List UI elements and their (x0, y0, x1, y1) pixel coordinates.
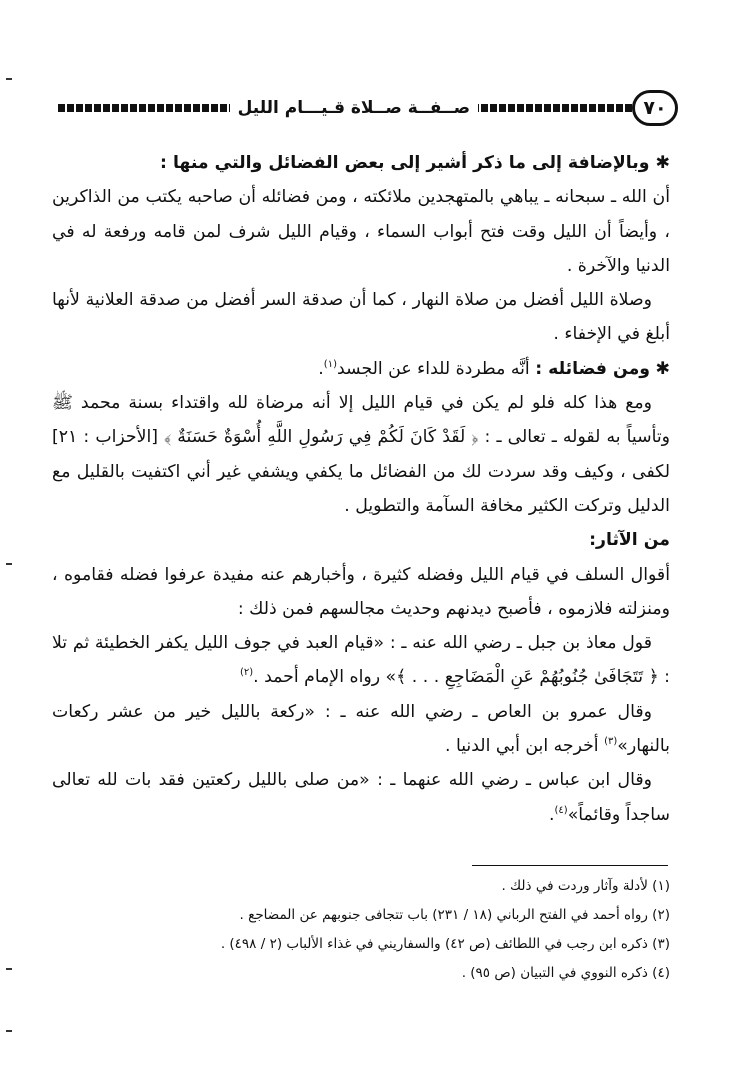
footnote-2: (٢) رواه أحمد في الفتح الرباني (١٨ / ٢٣١) باب تتجافى جنوبهم عن المضاجع . (239, 907, 670, 923)
virtue-line (52, 352, 670, 386)
paragraph-3: ومع هذا كله فلو لم يكن في قيام الليل إلا أنه مرضاة لله واقتداء بسنة محمد ﷺ وتأسياً به لقوله ـ تعالى ـ : ﴿ لَقَدْ كَانَ لَكُمْ فِي رَسُولِ اللَّهِ أُسْوَةٌ حَسَنَةٌ ﴾ [الأحزاب : ٢١] لكفى ، وكيف وقد سردت لك من الفضائل ما يكفي ويشفي غير أني اكتفيت بالقليل مع الدليل وتركت الكثير مخافة السآمة والتطويل . (52, 393, 670, 516)
page-number: ٧٠ (632, 90, 678, 126)
footnote-ref: (١) (323, 359, 337, 371)
paragraph-6-text: وقال عمرو بن العاص ـ رضي الله عنه ـ : «ركعة بالليل خير من عشر ركعات بالنهار» (52, 701, 670, 757)
paragraph-6-source: أخرجه ابن أبي الدنيا . (444, 736, 605, 757)
intro-heading (52, 146, 670, 180)
paragraph-7-end: . (549, 804, 555, 825)
page-header (58, 90, 678, 132)
paragraph-1: أن الله ـ سبحانه ـ يباهي بالمتهجدين ملائكته ، ومن فضائله أن صاحبه يكتب من الذاكرين ، وأيضاً أن الليل وقت فتح أبواب السماء ، وقيام الليل شرف لمن قامه ورفعة له في الدنيا والآخرة . (52, 187, 670, 276)
star-bullet-icon: ✱ (655, 358, 670, 379)
footnote-separator (472, 865, 668, 866)
paragraph-7 (52, 763, 670, 832)
virtue-label: ومن فضائله : (535, 358, 651, 379)
paragraph-7-text: وقال ابن عباس ـ رضي الله عنهما ـ : «من صلى بالليل ركعتين فقد بات لله تعالى ساجداً وقائماً» (52, 770, 670, 825)
footnote-ref: (٣) (604, 736, 618, 748)
footnotes (120, 872, 670, 988)
footnote-ref: (٤) (554, 804, 568, 816)
virtue-text: أنَّه مطردة للداء عن الجسد (336, 358, 530, 379)
running-title: صــفــة صــلاة قـيـــام الليل (230, 93, 478, 123)
virtue-end: . (318, 358, 324, 379)
margin-mark (6, 563, 12, 565)
main-text (52, 146, 670, 832)
athar-heading: من الآثار: (589, 530, 670, 551)
star-bullet-icon: ✱ (655, 153, 670, 173)
margin-mark (6, 968, 12, 970)
margin-mark (6, 1030, 12, 1032)
margin-mark (6, 78, 12, 80)
paragraph-5 (52, 626, 670, 695)
intro-heading-text: وبالإضافة إلى ما ذكر أشير إلى بعض الفضائل والتي منها : (160, 153, 650, 173)
paragraph-2: وصلاة الليل أفضل من صلاة النهار ، كما أن صدقة السر أفضل من صدقة العلانية لأنها أبلغ في الإخفاء . (52, 290, 670, 345)
footnote-1: (١) لأدلة وآثار وردت في ذلك . (501, 878, 670, 894)
footnote-4: (٤) ذكره النووي في التبيان (ص ٩٥) . (461, 965, 670, 981)
footnote-ref: (٢) (239, 667, 254, 679)
paragraph-5-text: قول معاذ بن جبل ـ رضي الله عنه ـ : «قيام العبد في جوف الليل يكفر الخطيئة ثم تلا : ﴿ تَتَجَافَىٰ جُنُوبُهُمْ عَنِ الْمَضَاجِعِ . . . ﴾» رواه الإمام أحمد . (52, 633, 670, 688)
footnote-3: (٣) ذكره ابن رجب في اللطائف (ص ٤٢) والسفاريني في غذاء الألباب (٢ / ٤٩٨) . (220, 936, 670, 952)
paragraph-4: أقوال السلف في قيام الليل وفضله كثيرة ، وأخبارهم عنه مفيدة عرفوا فضله فقاموه ، ومنزلته فلازموه ، فأصبح ديدنهم وحديث مجالسهم فمن ذلك : (52, 564, 670, 619)
paragraph-6 (52, 695, 670, 764)
